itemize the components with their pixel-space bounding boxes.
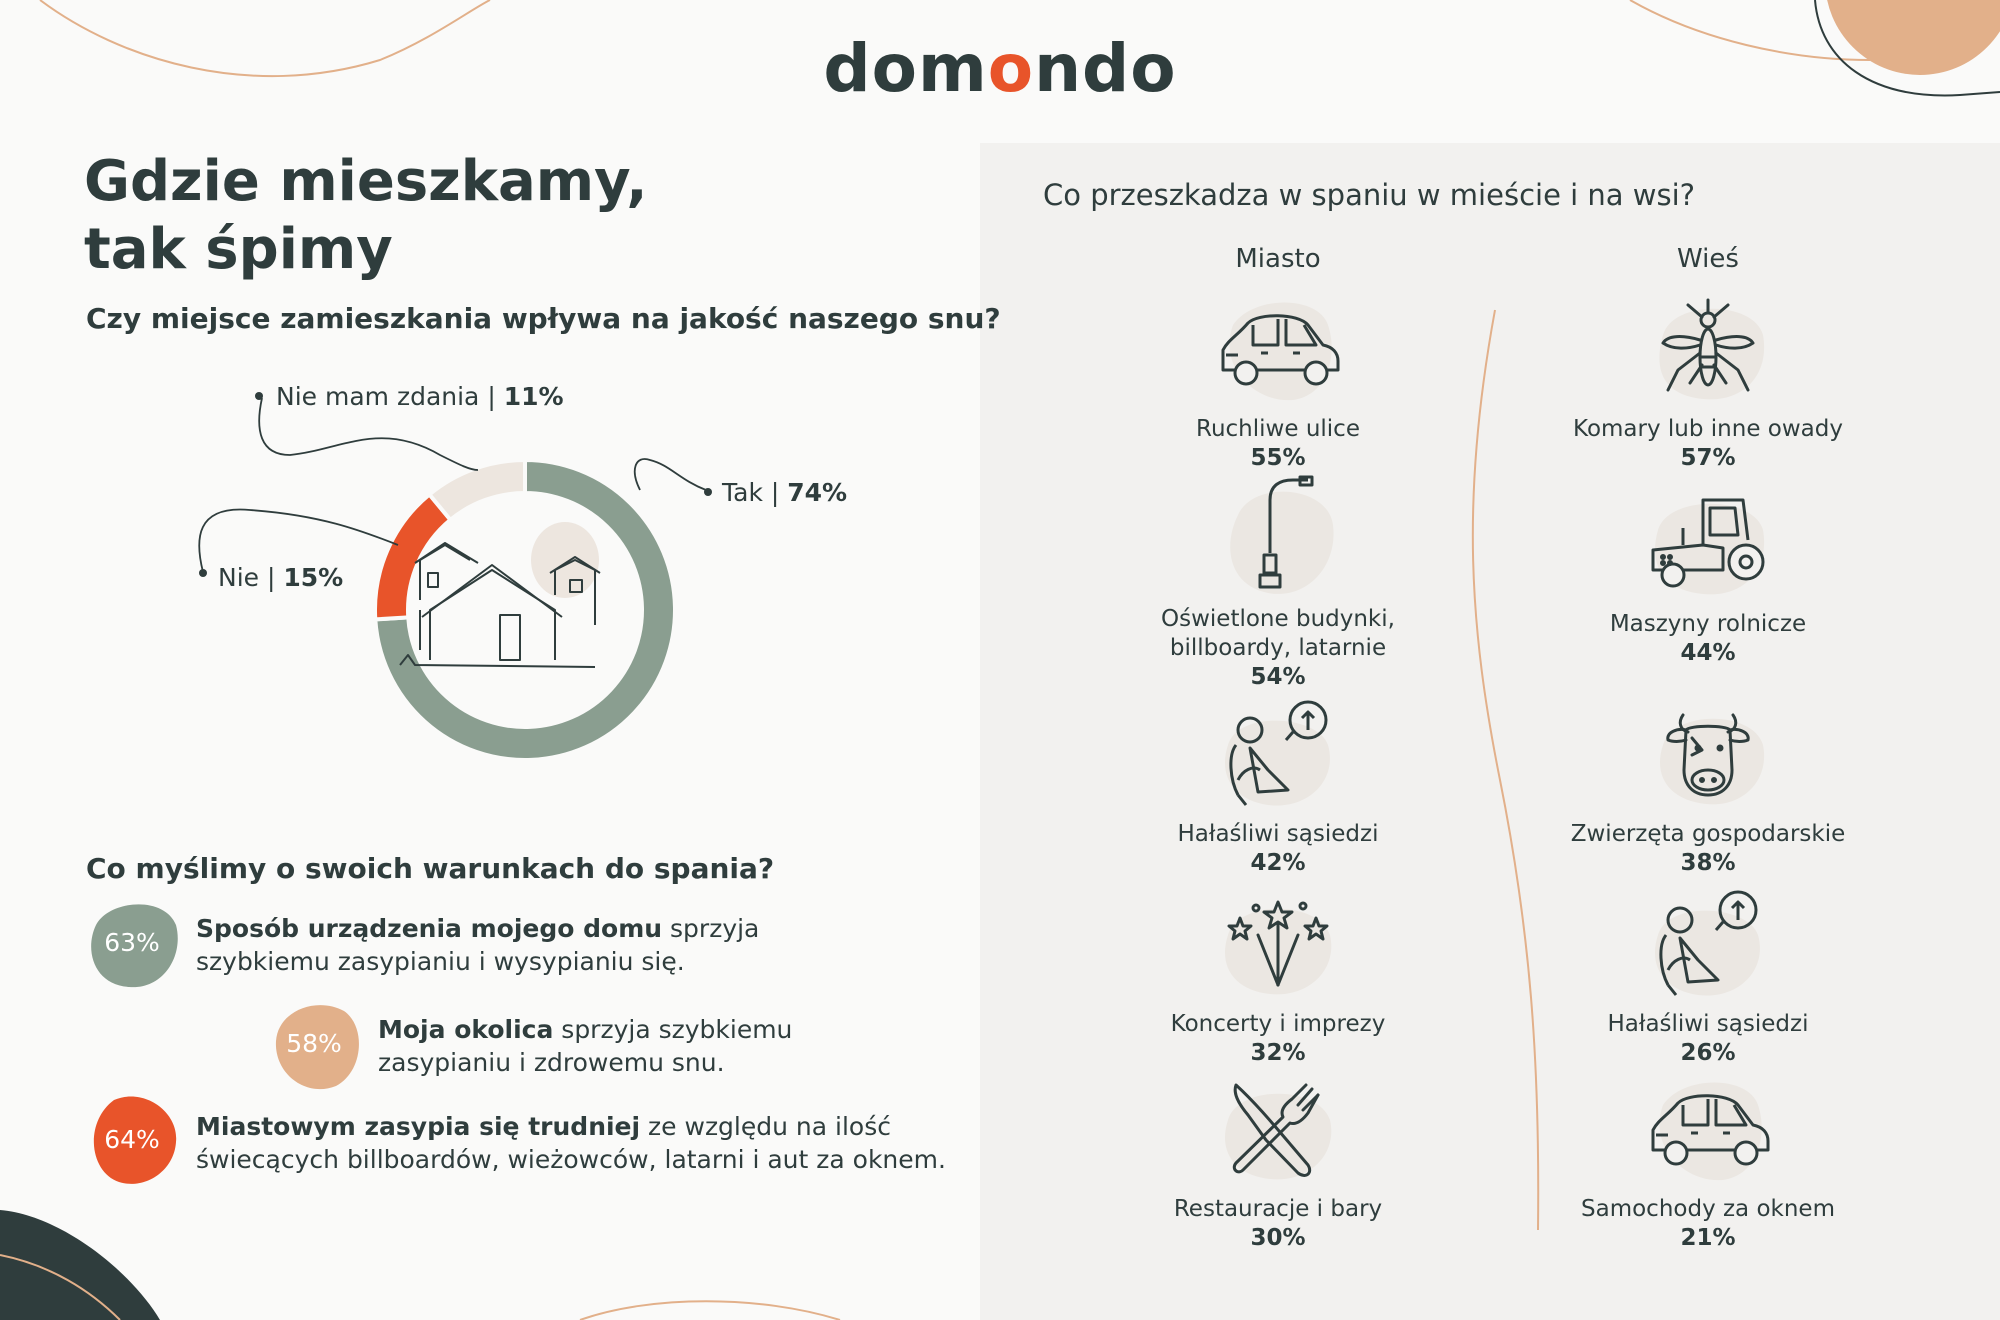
cutlery-icon [1198,1075,1358,1185]
question-2: Co myślimy o swoich warunkach do spania? [86,852,775,885]
domondo-logo: domondo [823,30,1177,107]
city-item-1 [1088,295,1468,472]
donut-label-tak: Tak | 74% [722,478,848,507]
title-line-1: Gdzie mieszkamy, [84,149,648,214]
item-label: Ruchliwe ulice [1196,416,1360,442]
street-lamp-icon [1198,475,1358,600]
loud-neighbour-icon [1198,700,1358,810]
item-label: Hałaśliwi sąsiedzi [1177,821,1379,847]
item-pct: 42% [1250,850,1306,876]
item-label: Maszyny rolnicze [1609,611,1807,637]
city-item-4 [1088,890,1468,1067]
item-pct: 30% [1250,1225,1306,1251]
donut-label-nie: Nie | 15% [218,563,344,592]
item-label: Samochody za oknem [1581,1196,1835,1222]
item-pct: 55% [1250,445,1306,471]
stat-pct: 64% [104,1125,160,1154]
village-item-2 [1518,490,1898,667]
stat-text-2: Moja okolica sprzyja szybkiemu zasypianiu i zdrowemu snu. [378,1015,793,1077]
item-label: Hałaśliwi sąsiedzi [1607,1011,1809,1037]
item-label: Oświetlone budynki, billboardy, latarnie [1161,606,1395,661]
item-label: Komary lub inne owady [1573,416,1843,442]
village-item-1 [1518,295,1898,472]
item-label: Zwierzęta gospodarskie [1570,821,1846,847]
item-label: Koncerty i imprezy [1170,1011,1386,1037]
item-pct: 38% [1680,850,1736,876]
city-item-2 [1088,475,1468,691]
stat-item-1 [84,895,180,995]
question-1: Czy miejsce zamieszkania wpływa na jakość naszego snu? [86,302,1001,335]
right-title: Co przeszkadza w spaniu w mieście i na wsi? [1043,178,1696,212]
fireworks-icon [1198,890,1358,1000]
stat-text-1: Sposób urządzenia mojego domu sprzyja szybkiemu zasypianiu i wysypianiu się. [196,914,760,976]
city-item-5 [1088,1075,1468,1252]
tractor-icon [1628,490,1788,600]
stat-text-3: Miastowym zasypia się trudniej ze względu na ilość świecących billboardów, wieżowców, latarni i aut za oknem. [196,1112,946,1174]
village-item-5 [1518,1075,1898,1252]
stat-pct: 58% [286,1029,342,1058]
mosquito-icon [1628,295,1788,405]
item-label: Restauracje i bary [1173,1196,1383,1222]
item-pct: 57% [1680,445,1736,471]
column-heading-city: Miasto [1235,244,1321,274]
title-line-2: tak śpimy [84,217,393,282]
stat-item-3 [84,1092,180,1192]
item-pct: 54% [1250,664,1306,690]
cow-icon [1628,700,1788,810]
donut-label-no-opinion: Nie mam zdania | 11% [276,382,564,411]
car-icon [1198,295,1358,405]
item-pct: 21% [1680,1225,1736,1251]
stat-item-2 [266,996,362,1096]
stat-pct: 63% [104,928,160,957]
loud-neighbour-icon [1628,890,1788,1000]
car-icon [1628,1075,1788,1185]
city-item-3 [1088,700,1468,877]
corner-dark-blob [0,1210,160,1320]
item-pct: 44% [1680,640,1736,666]
column-heading-village: Wieś [1677,244,1739,274]
village-item-4 [1518,890,1898,1067]
item-pct: 26% [1680,1040,1736,1066]
village-item-3 [1518,700,1898,877]
item-pct: 32% [1250,1040,1306,1066]
